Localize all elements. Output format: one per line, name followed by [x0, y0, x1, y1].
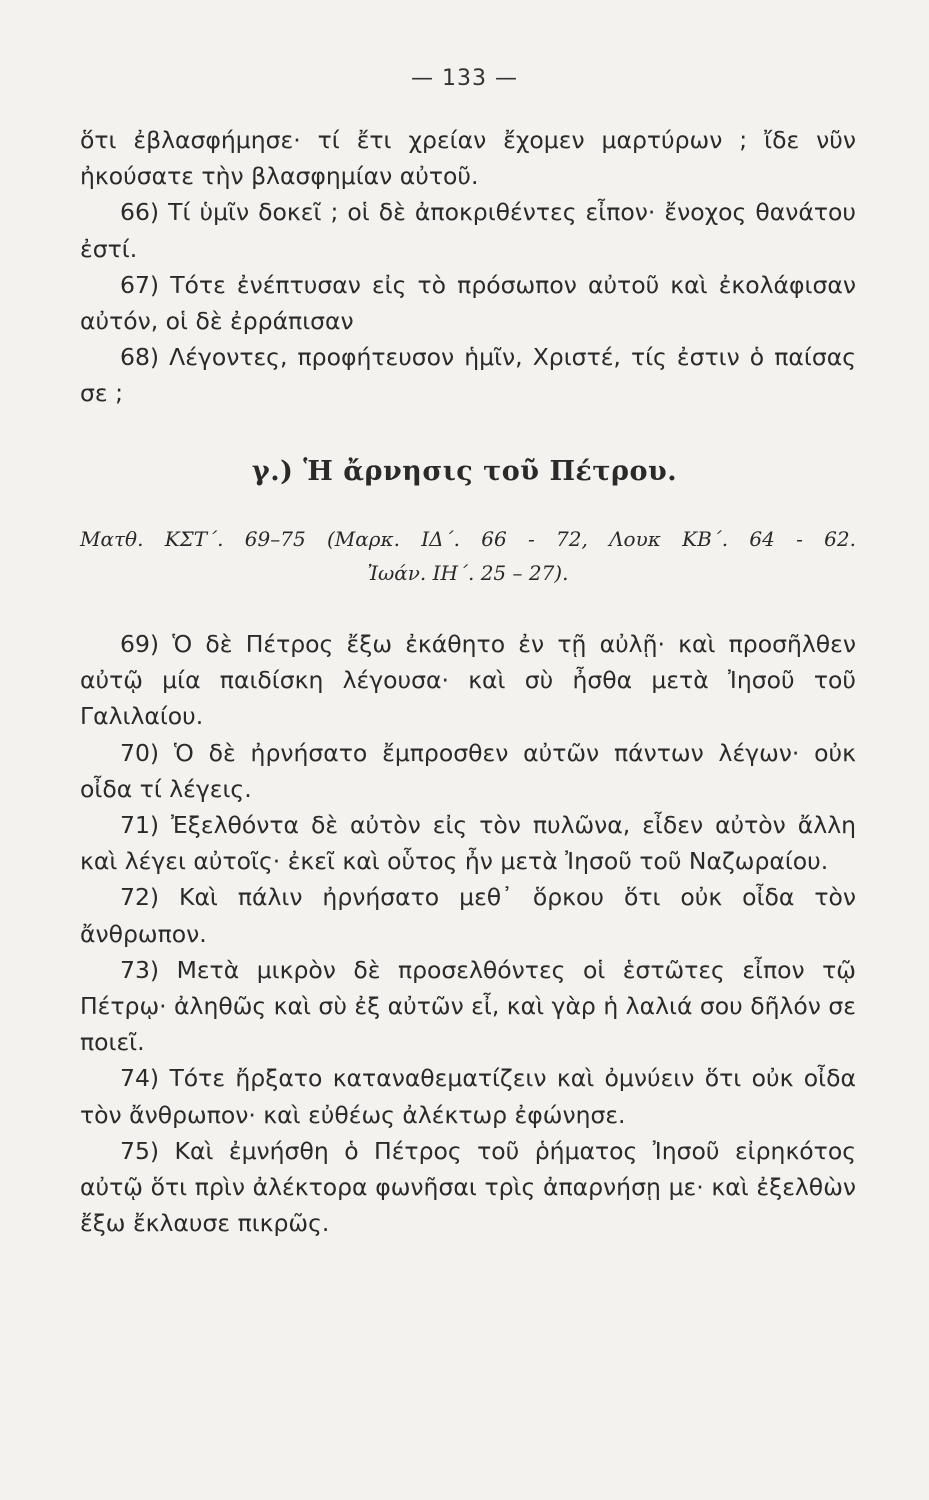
paragraph: ὅτι ἐβλασφήμησε· τί ἔτι χρείαν ἔχομεν μαρτύρων ; ἴδε νῦν ἠκούσατε τὴν βλασφημίαν αὐτοῦ. [80, 126, 856, 191]
paragraph: 70) Ὁ δὲ ἠρνήσατο ἔμπροσθεν αὐτῶν πάντων λέγων· οὐκ οἶδα τί λέγεις. [80, 738, 856, 803]
page-number: — 133 — [411, 66, 518, 91]
paragraph: 74) Τότε ἤρξατο καταναθεματίζειν καὶ ὀμνύειν ὅτι οὐκ οἶδα τὸν ἄνθρωπον· καὶ εὐθέως ἀλέκτωρ ἐφώνησε. [80, 1064, 856, 1129]
scripture-references [80, 522, 856, 590]
paragraph: 68) Λέγοντες, προφήτευσον ἡμῖν, Χριστέ, τίς ἐστιν ὁ παίσας σε ; [80, 343, 856, 408]
paragraph: 72) Καὶ πάλιν ἠρνήσατο μεθ᾽ ὅρκου ὅτι οὐκ οἶδα τὸν ἄνθρωπον. [80, 883, 856, 948]
body-text-top [80, 122, 856, 412]
paragraph: 75) Καὶ ἐμνήσθη ὁ Πέτρος τοῦ ῥήματος Ἰησοῦ εἰρηκότος αὐτῷ ὅτι πρὶν ἀλέκτορα φωνῆσαι τρὶς ἀπαρνήσῃ με· καὶ ἐξελθὼν ἔξω ἔκλαυσε πικρῶς. [80, 1136, 856, 1238]
paragraph: 69) Ὁ δὲ Πέτρος ἔξω ἐκάθητο ἐν τῇ αὐλῇ· καὶ προσῆλθεν αὐτῷ μία παιδίσκη λέγουσα· καὶ σὺ ἦσθα μετὰ Ἰησοῦ τοῦ Γαλιλαίου. [80, 630, 856, 731]
paragraph: 71) Ἐξελθόντα δὲ αὐτὸν εἰς τὸν πυλῶνα, εἶδεν αὐτὸν ἄλλη καὶ λέγει αὐτοῖς· ἐκεῖ καὶ οὗτος ἦν μετὰ Ἰησοῦ τοῦ Ναζωραίου. [80, 811, 856, 876]
paragraph: 66) Τί ὑμῖν δοκεῖ ; οἱ δὲ ἀποκριθέντες εἶπον· ἔνοχος θανάτου ἐστί. [80, 198, 856, 263]
paragraph: 73) Μετὰ μικρὸν δὲ προσελθόντες οἱ ἑστῶτες εἶπον τῷ Πέτρῳ· ἀληθῶς καὶ σὺ ἐξ αὐτῶν εἶ, καὶ γὰρ ἡ λαλιά σου δῆλόν σε ποιεῖ. [80, 955, 856, 1057]
paragraph: 67) Τότε ἐνέπτυσαν εἰς τὸ πρόσωπον αὐτοῦ καὶ ἐκολάφισαν αὐτόν, οἱ δὲ ἐρράπισαν [80, 270, 856, 336]
reference-line-2: Ἰωάν. ΙΗ΄. 25 – 27). [367, 561, 569, 585]
section-title: γ.) Ἡ ἄρνησις τοῦ Πέτρου. [251, 456, 678, 487]
reference-line-1: Ματθ. ΚΣΤ΄. 69–75 (Μαρκ. ΙΔ΄. 66 - 72, Λουκ ΚΒ΄. 64 - 62. [80, 527, 856, 551]
body-text-bottom [80, 626, 856, 1241]
